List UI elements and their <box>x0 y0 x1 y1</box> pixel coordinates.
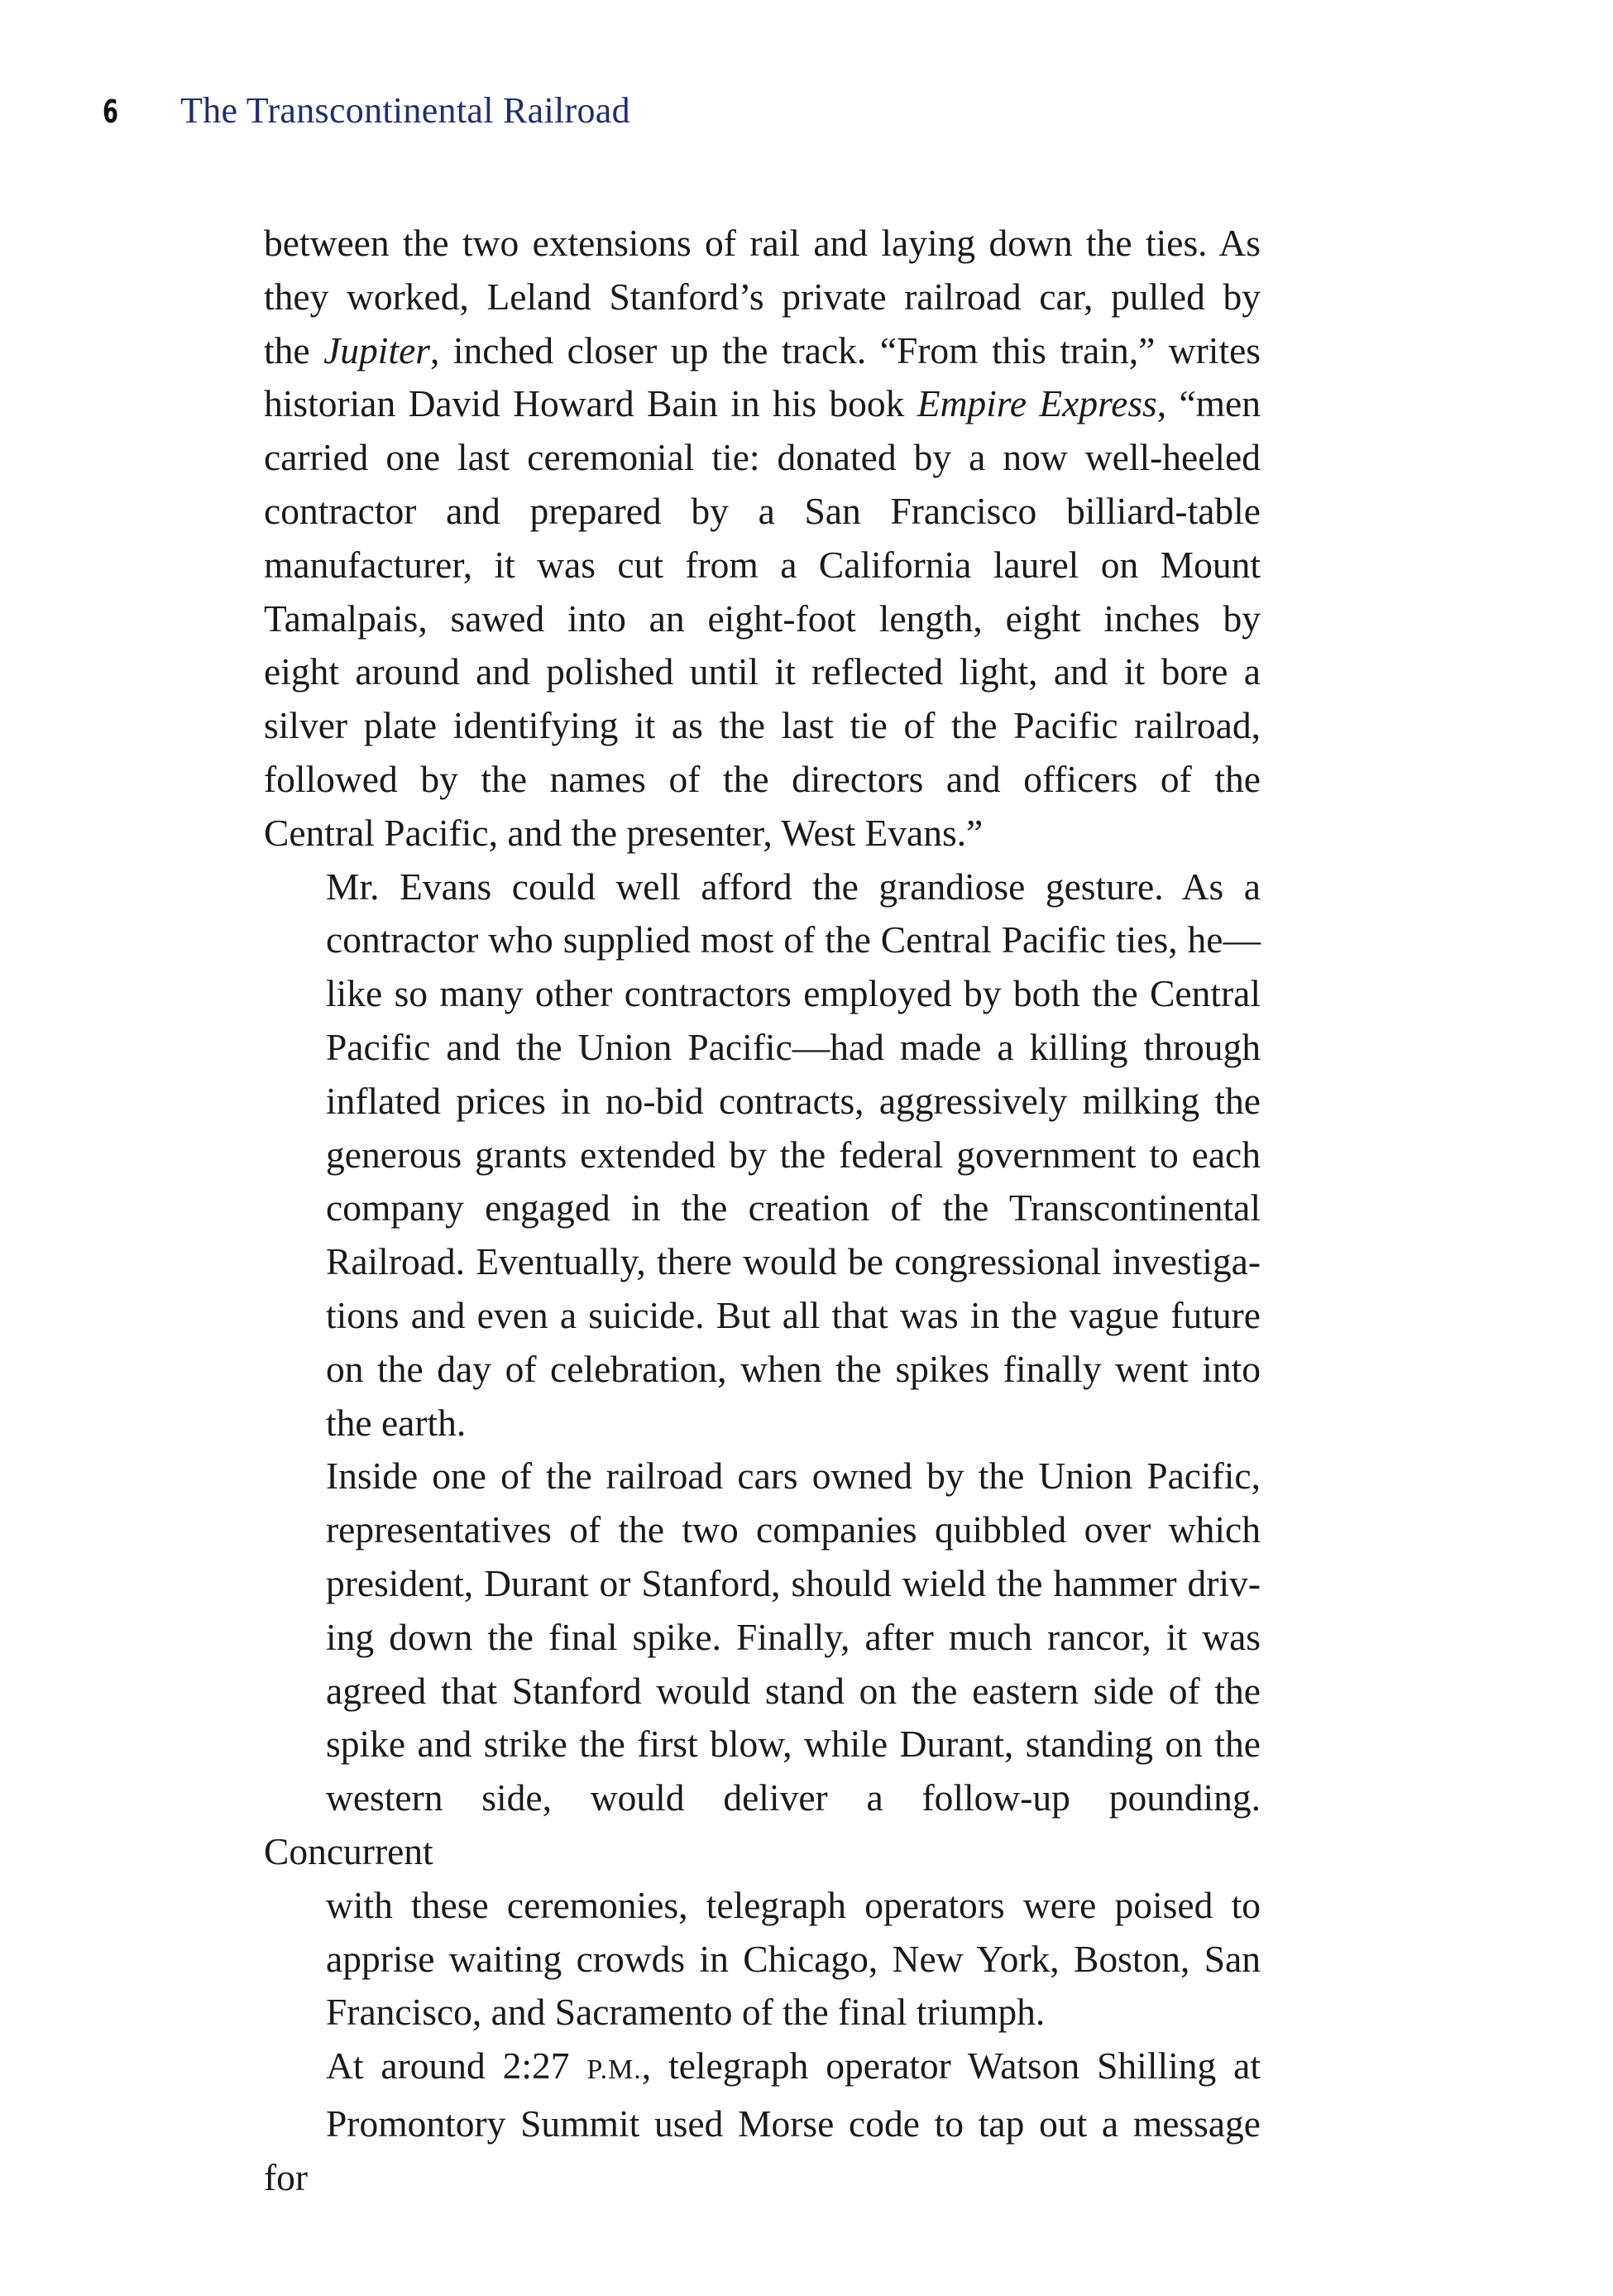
text-line: carried one last ceremonial tie: donated by a now well-heeled <box>264 436 1261 479</box>
text-line: contractor who supplied most of the Central Pacific ties, he— <box>326 918 1261 961</box>
text-line: Central Pacific, and the presenter, West Evans.” <box>264 811 984 854</box>
text-line: inflated prices in no-bid contracts, aggressively milking the <box>326 1079 1261 1122</box>
text-line: Tamalpais, sawed into an eight-foot length, eight inches by <box>264 597 1261 640</box>
small-caps-text: P.M. <box>586 2054 642 2086</box>
text-line: Inside one of the railroad cars owned by the Union Pacific, <box>326 1455 1261 1498</box>
paragraph <box>264 1450 1261 2040</box>
italic-title: Empire Express <box>917 382 1157 425</box>
text-line: company engaged in the creation of the Transcontinental <box>326 1186 1261 1229</box>
paragraph <box>264 2040 1261 2204</box>
text-line: tions and even a suicide. But all that was in the vague future <box>326 1293 1261 1336</box>
text-line: followed by the names of the directors and officers of the <box>264 757 1261 800</box>
paragraph <box>264 860 1261 1450</box>
text-line: agreed that Stanford would stand on the eastern side of the <box>326 1669 1261 1712</box>
italic-title: Jupiter <box>323 328 430 371</box>
text-line: Francisco, and Sacramento of the final triumph. <box>326 1991 1046 2034</box>
text-line: they worked, Leland Stanford’s private railroad car, pulled by <box>264 275 1261 318</box>
text-line: Mr. Evans could well afford the grandiose gesture. As a <box>326 865 1261 908</box>
text-line: manufacturer, it was cut from a California laurel on Mount <box>264 543 1261 586</box>
text-line: Railroad. Eventually, there would be congressional investiga- <box>326 1240 1261 1283</box>
text-line: western side, would deliver a follow-up pounding. Concurrent <box>264 1776 1261 1872</box>
text-line: contractor and prepared by a San Francisco billiard-table <box>264 489 1261 532</box>
text-line: with these ceremonies, telegraph operators were poised to <box>326 1883 1261 1926</box>
paragraph <box>264 217 1261 860</box>
page-number: 6 <box>103 93 119 130</box>
text-line: the earth. <box>326 1401 467 1444</box>
text-line: representatives of the two companies quibbled over which <box>326 1508 1261 1551</box>
body-text <box>264 217 1261 2204</box>
text-line: spike and strike the first blow, while Durant, standing on the <box>326 1723 1261 1766</box>
text-line: president, Durant or Stanford, should wield the hammer driv- <box>326 1561 1261 1604</box>
running-title: The Transcontinental Railroad <box>180 90 630 131</box>
text-line: ing down the final spike. Finally, after much rancor, it was <box>326 1615 1261 1658</box>
text-line: silver plate identifying it as the last tie of the Pacific railroad, <box>264 704 1261 747</box>
text-line: historian David Howard Bain in his book Empire Express, “men <box>264 382 1261 425</box>
text-line: eight around and polished until it reflected light, and it bore a <box>264 650 1261 693</box>
text-line: generous grants extended by the federal government to each <box>326 1133 1261 1176</box>
text-line: At around 2:27 P.M., telegraph operator Watson Shilling at <box>326 2044 1261 2087</box>
running-head <box>103 89 630 139</box>
text-line: Promontory Summit used Morse code to tap out a message for <box>264 2102 1261 2198</box>
text-line: Pacific and the Union Pacific—had made a killing through <box>326 1025 1261 1068</box>
text-line: on the day of celebration, when the spikes finally went into <box>326 1347 1261 1390</box>
text-line: like so many other contractors employed by both the Central <box>326 972 1261 1015</box>
text-line: between the two extensions of rail and laying down the ties. As <box>264 222 1261 264</box>
text-line: the Jupiter, inched closer up the track. “From this train,” writes <box>264 328 1261 371</box>
text-line: apprise waiting crowds in Chicago, New York, Boston, San <box>326 1937 1261 1980</box>
